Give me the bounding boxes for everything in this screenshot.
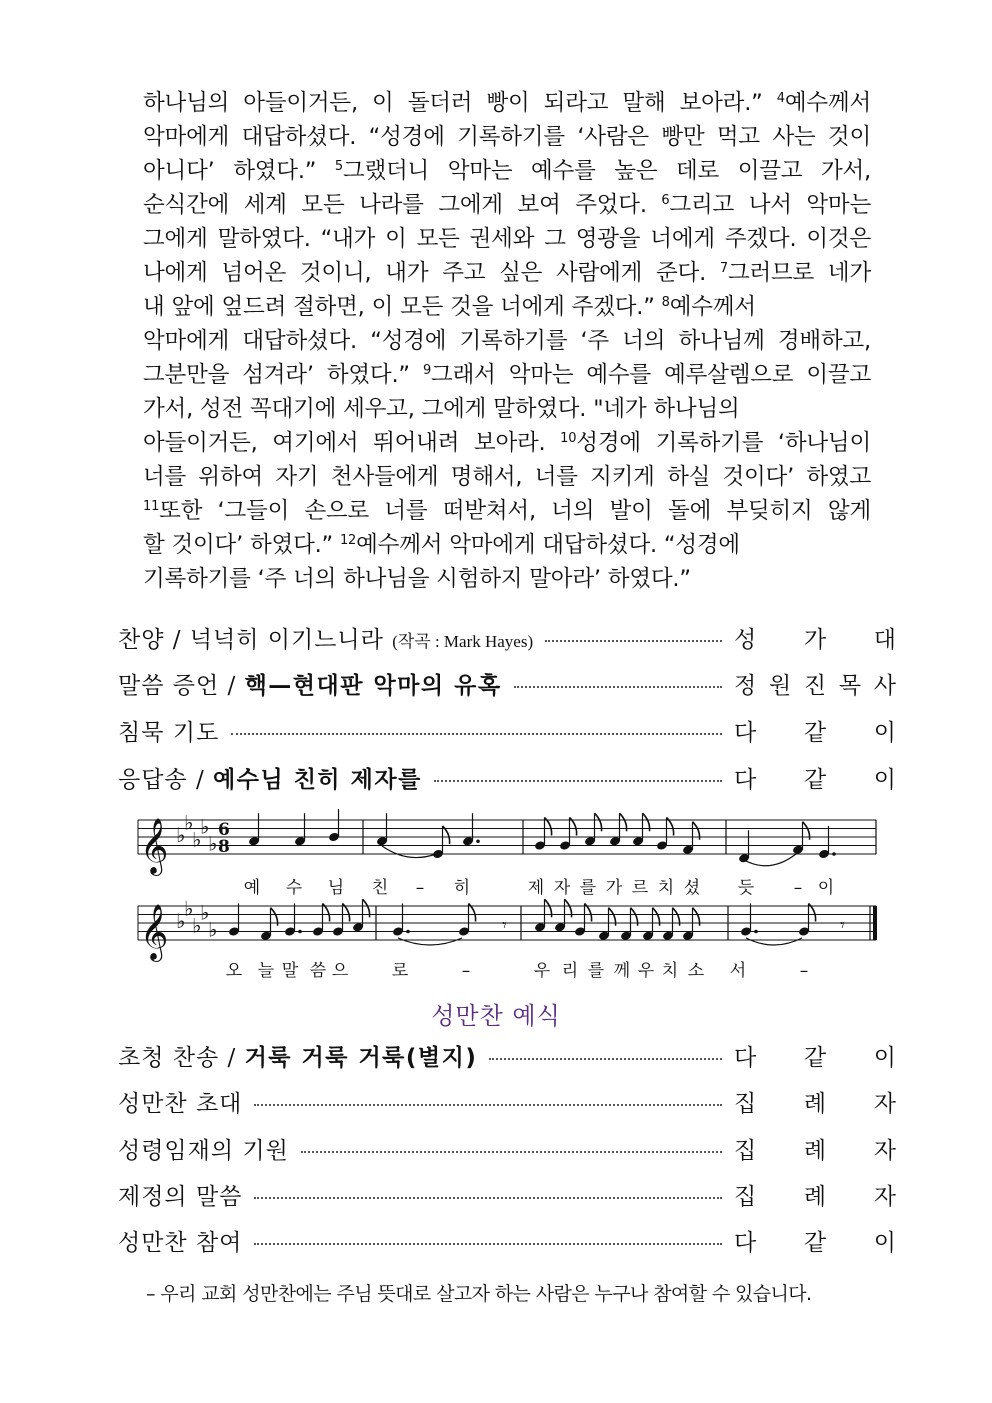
tie <box>746 938 802 945</box>
order-item <box>118 1223 896 1257</box>
lyric-syllable: 제 <box>527 878 545 898</box>
verse-text: 예수께서 <box>784 90 871 116</box>
verse-text: 그랬더니 악마는 예수를 높은 데로 이끌고 가서, <box>342 158 871 184</box>
dot-leader <box>254 1243 722 1245</box>
verse-text: 하나님의 아들이거든, 이 돌더러 빵이 되라고 말해 보아라.” <box>143 90 777 116</box>
order-item <box>118 760 896 794</box>
verse-text: 나에게 넘어온 것이니, 내가 주고 싶은 사람에게 준다. <box>143 260 720 286</box>
responsible-char: 이 <box>873 719 896 746</box>
flat-sign-icon: ♭ <box>176 823 186 847</box>
verse-number: 9 <box>422 363 432 378</box>
order-item-label: 제정의 말씀 <box>118 1183 243 1210</box>
responsible-char: 정 <box>734 672 757 699</box>
tie <box>398 938 462 945</box>
section-title: 성만찬 예식 <box>431 1002 561 1030</box>
verse-text: 예수께서 <box>669 294 756 320</box>
flat-sign-icon: ♭ <box>192 913 202 938</box>
responsible-char: 사 <box>873 672 896 699</box>
lyric-syllable: – <box>799 961 809 981</box>
verse-text: 아들이거든, 여기에서 뛰어내려 보아라. <box>143 430 561 456</box>
eighth-rest-icon: 𝄾 <box>840 915 845 936</box>
lyric-syllable: 를 <box>579 878 597 898</box>
order-item <box>118 1177 896 1211</box>
dot-leader <box>254 1104 722 1106</box>
verse-text: 그러므로 네가 <box>727 260 871 286</box>
order-item-responsible <box>734 1178 896 1211</box>
lyric-syllable: 치 <box>661 961 679 981</box>
order-item <box>118 1084 896 1118</box>
note-dot <box>476 839 480 843</box>
order-item-responsible <box>734 1224 896 1257</box>
communion-note: – 우리 교회 성만찬에는 주님 뜻대로 살고자 하는 사람은 누구나 참여할 수 있습니다. <box>146 1283 812 1305</box>
order-item-title <box>118 667 502 700</box>
responsible-char: 같 <box>803 1229 827 1256</box>
response-song-score <box>118 804 898 994</box>
lyric-syllable: 가 <box>605 878 623 898</box>
time-signature-bottom: 8 <box>218 837 230 857</box>
slur <box>382 846 436 858</box>
time-signature-top: 6 <box>218 820 230 840</box>
lyric-syllable: 셨 <box>683 878 701 898</box>
scripture-line <box>143 324 871 358</box>
order-item-title <box>118 1224 242 1257</box>
scripture-line <box>143 120 871 154</box>
scripture-line <box>143 562 871 596</box>
note-dot <box>832 852 836 856</box>
scripture-line <box>143 188 871 222</box>
final-barline-thick <box>873 906 877 940</box>
order-item-label: 초청 찬송 / <box>118 1044 245 1071</box>
lyric-syllable: 치 <box>657 878 675 898</box>
responsible-char: 성 <box>734 626 757 653</box>
lyric-syllable: 리 <box>561 961 579 981</box>
lyric-syllable: – <box>415 878 425 898</box>
scripture-line <box>143 154 871 188</box>
order-item <box>118 620 896 654</box>
flat-sign-icon: ♭ <box>184 810 194 835</box>
responsible-char: 자 <box>873 1090 896 1117</box>
lyric-syllable: 씀 <box>309 961 327 981</box>
order-item-label: 응답송 / <box>118 766 214 793</box>
responsible-char: 진 <box>803 672 827 699</box>
order-item-responsible <box>734 1039 896 1072</box>
order-item-title <box>118 761 422 794</box>
verse-text: 예수께서 악마에게 대답하셨다. “성경에 <box>356 532 740 558</box>
verse-text: 그에게 말하였다. “내가 이 모든 권세와 그 영광을 너에게 주겠다. 이것은 <box>143 226 871 252</box>
dot-leader <box>231 733 722 735</box>
order-item <box>118 1038 896 1072</box>
lyric-syllable: 오 <box>225 961 243 981</box>
note-dot <box>754 930 758 934</box>
music-staff <box>118 804 898 994</box>
scripture-passage <box>143 86 871 596</box>
responsible-char: 례 <box>803 1137 827 1164</box>
verse-text: 그리고 나서 악마는 <box>669 192 871 218</box>
verse-text: 기록하기를 ‘주 너의 하나님을 시험하지 말아라’ 하였다.” <box>143 566 691 592</box>
scripture-line <box>143 460 871 494</box>
responsible-char: 이 <box>873 1229 896 1256</box>
dot-leader <box>514 686 722 688</box>
lyric-syllable: 로 <box>391 961 409 981</box>
lyric-syllable: 서 <box>729 961 747 981</box>
verse-text: 악마에게 대답하셨다. “성경에 기록하기를 ‘사람은 빵만 먹고 사는 것이 <box>143 124 871 150</box>
responsible-char: 가 <box>803 626 827 653</box>
verse-text: 그분만을 섬겨라’ 하였다.” <box>143 362 423 388</box>
order-item-title <box>118 1039 477 1072</box>
order-item-title <box>118 1178 242 1211</box>
verse-text: 성경에 기록하기를 ‘하나님이 <box>576 430 872 456</box>
composer-note: (작곡 : Mark Hayes) <box>392 631 534 651</box>
treble-clef-icon: 𝄞 <box>140 818 169 874</box>
lyric-syllable: 친 <box>371 878 389 898</box>
responsible-char: 집 <box>734 1090 757 1117</box>
flat-sign-icon: ♭ <box>176 909 186 933</box>
verse-number: 6 <box>661 193 670 208</box>
responsible-char: 례 <box>803 1090 827 1117</box>
scripture-line <box>143 86 871 120</box>
dot-leader <box>545 640 722 642</box>
order-item-title <box>118 1085 242 1118</box>
flat-sign-icon: ♭ <box>200 900 210 925</box>
verse-text: 그래서 악마는 예수를 예루살렘으로 이끌고 <box>431 362 871 388</box>
responsible-char: 이 <box>873 766 896 793</box>
lyric-syllable: 말 <box>281 961 299 981</box>
lyric-syllable: – <box>461 961 471 981</box>
lyric-syllable: 예 <box>243 878 261 898</box>
order-item-subject: 거룩 거룩 거룩(별지) <box>244 1044 478 1071</box>
lyric-syllable: 께 <box>613 961 631 981</box>
responsible-char: 자 <box>873 1183 896 1210</box>
verse-number: 8 <box>661 295 670 310</box>
scripture-line <box>143 392 871 426</box>
responsible-char: 례 <box>803 1183 827 1210</box>
order-item-title <box>118 714 219 747</box>
order-item-label: 성령임재의 기원 <box>118 1137 289 1164</box>
verse-text: 할 것이다’ 하였다.” <box>143 532 340 558</box>
lyric-syllable: 늘 <box>257 961 275 981</box>
responsible-char: 대 <box>873 626 896 653</box>
responsible-char: 집 <box>734 1137 757 1164</box>
note-dot <box>406 930 410 934</box>
order-item-responsible <box>734 761 896 794</box>
order-item-subject: 핵—현대판 악마의 유혹 <box>244 672 502 699</box>
order-item-subject: 예수님 친히 제자를 <box>213 766 422 793</box>
verse-text: 또한 ‘그들이 손으로 너를 떠받쳐서, 너의 발이 돌에 부딪히지 않게 <box>159 498 871 524</box>
responsible-char: 원 <box>768 672 792 699</box>
lyric-syllable: 이 <box>817 878 835 898</box>
scripture-line <box>143 256 871 290</box>
verse-number: 11 <box>143 499 160 514</box>
flat-sign-icon: ♭ <box>184 896 194 921</box>
lyric-syllable: 으 <box>331 961 349 981</box>
responsible-char: 목 <box>838 672 862 699</box>
slur <box>744 854 796 866</box>
order-item <box>118 666 896 700</box>
responsible-char: 다 <box>734 1229 757 1256</box>
lyric-syllable: 를 <box>587 961 605 981</box>
responsible-char: 다 <box>734 719 757 746</box>
scripture-line <box>143 494 871 528</box>
verse-number: 5 <box>334 159 343 174</box>
lyric-syllable: 우 <box>533 961 551 981</box>
responsible-char: 다 <box>734 766 757 793</box>
lyric-syllable: 자 <box>553 878 571 898</box>
order-item <box>118 1131 896 1165</box>
responsible-char: 이 <box>873 1044 896 1071</box>
verse-text: 너를 위하여 자기 천사들에게 명해서, 너를 지키게 하실 것이다’ 하였고 <box>143 464 871 490</box>
lyric-syllable: – <box>793 878 803 898</box>
order-item-responsible <box>734 1085 896 1118</box>
verse-number: 10 <box>560 431 577 446</box>
lyric-syllable: 듯 <box>737 878 755 898</box>
note-dot <box>298 930 302 934</box>
order-item-responsible <box>734 667 896 700</box>
eighth-rest-icon: 𝄾 <box>502 915 507 936</box>
verse-text: 순식간에 세계 모든 나라를 그에게 보여 주었다. <box>143 192 662 218</box>
responsible-char: 집 <box>734 1183 757 1210</box>
dot-leader <box>489 1058 722 1060</box>
responsible-char: 같 <box>803 766 827 793</box>
order-item-title <box>118 1132 289 1165</box>
verse-number: 12 <box>339 533 357 548</box>
order-item-label: 성만찬 초대 <box>118 1090 243 1117</box>
order-item <box>118 713 896 747</box>
flat-sign-icon: ♭ <box>200 814 210 839</box>
verse-text: 아니다’ 하였다.” <box>143 158 335 184</box>
order-item-label: 침묵 기도 <box>118 719 220 746</box>
order-item-responsible <box>734 1132 896 1165</box>
lyric-syllable: 르 <box>631 878 649 898</box>
verse-text: 가서, 성전 꼭대기에 세우고, 그에게 말하였다. "네가 하나님의 <box>143 396 740 422</box>
flat-sign-icon: ♭ <box>208 917 218 942</box>
lyric-syllable: 수 <box>285 878 303 898</box>
scripture-line <box>143 222 871 256</box>
order-item-title <box>118 621 533 654</box>
order-item-label: 말씀 증언 / <box>118 672 245 699</box>
scripture-line <box>143 426 871 460</box>
responsible-char: 같 <box>803 719 827 746</box>
order-item-label: 찬양 / 넉넉히 이기느니라 <box>118 626 393 653</box>
lyric-syllable: 소 <box>687 961 705 981</box>
verse-number: 4 <box>776 91 785 106</box>
responsible-char: 자 <box>873 1137 896 1164</box>
lyric-syllable: 우 <box>637 961 655 981</box>
scripture-line <box>143 528 871 562</box>
flat-sign-icon: ♭ <box>192 827 202 852</box>
scripture-line <box>143 358 871 392</box>
treble-clef-icon: 𝄞 <box>140 904 169 960</box>
dot-leader <box>254 1197 722 1199</box>
scripture-line <box>143 290 871 324</box>
dot-leader <box>301 1151 722 1153</box>
lyric-syllable: 님 <box>327 878 345 898</box>
verse-text: 내 앞에 엎드려 절하면, 이 모든 것을 너에게 주겠다.” <box>143 294 662 320</box>
order-item-label: 성만찬 참여 <box>118 1229 243 1256</box>
responsible-char: 같 <box>803 1044 827 1071</box>
verse-text: 악마에게 대답하셨다. “성경에 기록하기를 ‘주 너의 하나님께 경배하고, <box>143 328 871 354</box>
verse-number: 7 <box>719 261 728 276</box>
order-item-responsible <box>734 714 896 747</box>
order-item-responsible <box>734 621 896 654</box>
flat-sign-icon: ♭ <box>208 831 218 856</box>
lyric-syllable: 히 <box>453 878 471 898</box>
dot-leader <box>434 780 722 782</box>
responsible-char: 다 <box>734 1044 757 1071</box>
